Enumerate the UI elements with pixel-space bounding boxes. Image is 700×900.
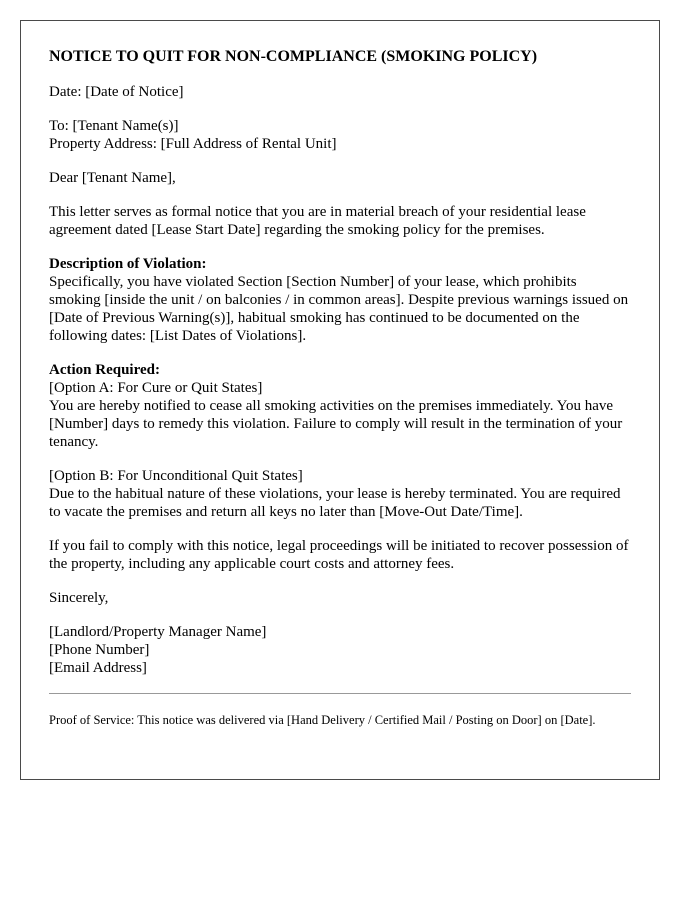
notice-document [20,20,660,780]
property-address-line: Property Address: [Full Address of Rental Unit] [49,136,337,152]
signature-block [49,623,631,677]
signature-phone: [Phone Number] [49,642,150,658]
signature-name: [Landlord/Property Manager Name] [49,624,267,640]
salutation: Dear [Tenant Name], [49,170,176,186]
option-b-text: Due to the habitual nature of these violations, your lease is hereby terminated. You are required to vacate the premises and return all keys no later than [Move-Out Date/Time]. [49,486,621,520]
recipient-block [49,117,631,153]
action-heading: Action Required: [49,362,160,378]
proof-of-service: Proof of Service: This notice was delivered via [Hand Delivery / Certified Mail / Posting on Door] on [Date]. [49,713,596,727]
option-a-label: [Option A: For Cure or Quit States] [49,380,263,396]
action-section [49,361,631,451]
document-title: NOTICE TO QUIT FOR NON-COMPLIANCE (SMOKING POLICY) [49,48,538,65]
option-b-label: [Option B: For Unconditional Quit States] [49,468,303,484]
violation-section [49,255,631,345]
violation-heading: Description of Violation: [49,256,207,272]
date-line: Date: [Date of Notice] [49,84,184,100]
closing: Sincerely, [49,590,109,606]
consequence-paragraph: If you fail to comply with this notice, legal proceedings will be initiated to recover possession of the property, including any applicable court costs and attorney fees. [49,538,629,572]
option-b-section [49,467,631,521]
to-line: To: [Tenant Name(s)] [49,118,179,134]
signature-email: [Email Address] [49,660,147,676]
intro-paragraph: This letter serves as formal notice that you are in material breach of your residential lease agreement dated [Lease Start Date] regarding the smoking policy for the premises. [49,204,586,238]
option-a-text: You are hereby notified to cease all smoking activities on the premises immediately. You have [Number] days to remedy this violation. Failure to comply will result in the termination of your tenancy. [49,398,623,450]
divider [49,693,631,694]
violation-text: Specifically, you have violated Section [Section Number] of your lease, which prohibits smoking [inside the unit / on balconies / in common areas]. Despite previous warnings issued on [Date of Previous Warning(s)], habitual smoking has continued to be documented on the following dates: [List Dates of Violations]. [49,274,629,344]
